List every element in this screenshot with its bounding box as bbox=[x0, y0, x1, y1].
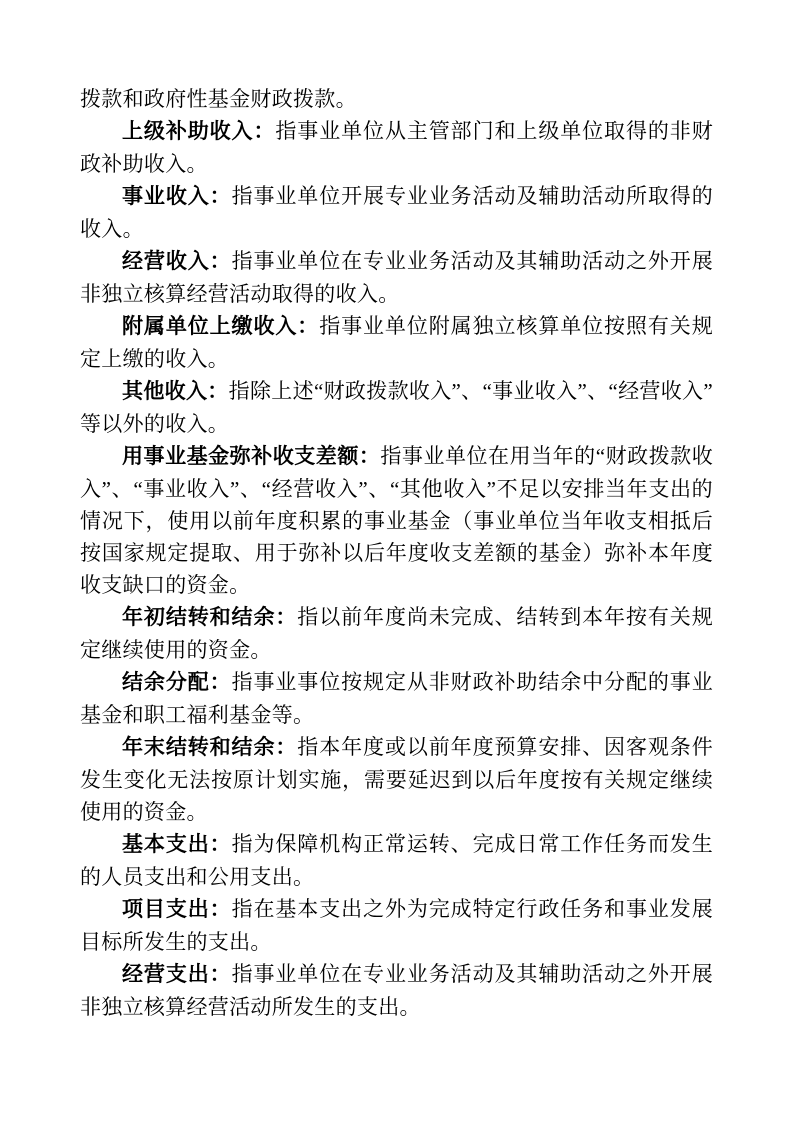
definition-paragraph bbox=[80, 180, 713, 245]
term-label: 经营收入： bbox=[122, 250, 232, 273]
term-label: 结余分配： bbox=[122, 671, 232, 694]
term-label: 年末结转和结余： bbox=[122, 736, 298, 759]
term-label: 上级补助收入： bbox=[122, 120, 276, 143]
definition-paragraph bbox=[80, 828, 713, 893]
term-definition: 指在基本支出之外为完成特定行政任务和事业发展目标所发生的支出。 bbox=[80, 897, 713, 954]
term-definition: 指事业单位在用当年的“财政拨款收入”、“事业收入”、“经营收入”、“其他收入”不足以安排当年支出的情况下，使用以前年度积累的事业基金（事业单位当年收支相抵后按国家规定提取、用于弥补以后年度收支差额的基金）弥补本年度收支缺口的资金。 bbox=[80, 444, 713, 597]
term-label: 基本支出： bbox=[122, 833, 232, 856]
definition-paragraph bbox=[80, 245, 713, 310]
definition-paragraph bbox=[80, 958, 713, 1023]
definition-paragraph bbox=[80, 115, 713, 180]
term-label: 附属单位上缴收入： bbox=[122, 315, 320, 338]
definition-paragraph bbox=[80, 893, 713, 958]
term-definition: 指事业单位从主管部门和上级单位取得的非财政补助收入。 bbox=[80, 119, 714, 176]
term-label: 用事业基金弥补收支差额： bbox=[122, 445, 381, 468]
term-definition: 指本年度或以前年度预算安排、因客观条件发生变化无法按原计划实施，需要延迟到以后年度按有关规定继续使用的资金。 bbox=[80, 735, 713, 824]
term-definition: 指事业事位按规定从非财政补助结余中分配的事业基金和职工福利基金等。 bbox=[80, 670, 713, 727]
term-definition: 指事业单位开展专业业务活动及辅助活动所取得的收入。 bbox=[80, 184, 713, 241]
definition-paragraph bbox=[80, 375, 713, 440]
definition-paragraph bbox=[80, 666, 713, 731]
term-definition: 指为保障机构正常运转、完成日常工作任务而发生的人员支出和公用支出。 bbox=[80, 832, 713, 889]
term-label: 经营支出： bbox=[122, 963, 232, 986]
term-label: 事业收入： bbox=[122, 185, 232, 208]
definitions-list bbox=[80, 115, 713, 1023]
term-label: 项目支出： bbox=[122, 898, 232, 921]
definition-paragraph bbox=[80, 601, 713, 666]
term-definition: 指事业单位在专业业务活动及其辅助活动之外开展非独立核算经营活动取得的收入。 bbox=[80, 249, 713, 306]
term-definition: 指事业单位在专业业务活动及其辅助活动之外开展非独立核算经营活动所发生的支出。 bbox=[80, 962, 713, 1019]
definition-paragraph bbox=[80, 731, 713, 828]
continuation-paragraph: 拨款和政府性基金财政拨款。 bbox=[80, 87, 357, 111]
term-definition: 指除上述“财政拨款收入”、“事业收入”、“经营收入”等以外的收入。 bbox=[80, 379, 714, 436]
definition-paragraph bbox=[80, 440, 713, 601]
term-definition: 指以前年度尚未完成、结转到本年按有关规定继续使用的资金。 bbox=[80, 605, 713, 662]
term-label: 年初结转和结余： bbox=[122, 606, 298, 629]
definition-paragraph bbox=[80, 310, 713, 375]
term-label: 其他收入： bbox=[122, 380, 229, 403]
term-definition: 指事业单位附属独立核算单位按照有关规定上缴的收入。 bbox=[80, 314, 713, 371]
